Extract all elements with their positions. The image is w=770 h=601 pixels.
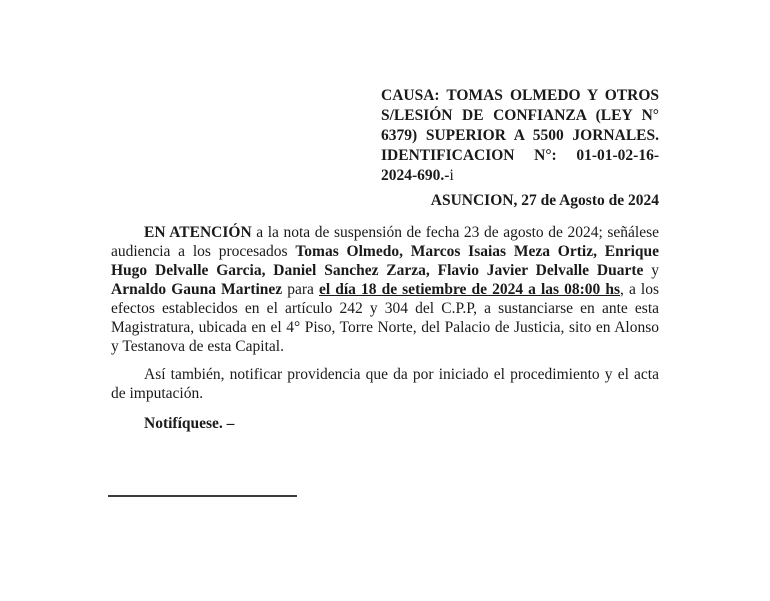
signature-line [108, 495, 297, 497]
conjunction-y: y [643, 262, 659, 279]
text-efectos: , a los efectos establecidos en el artículo 242 y 304 del C.P.P, a sustanciarse en ante esta Magistratura, ubicada en el 4° Piso, Torre Norte, del Palacio de Justicia, sito en Alonso y Testanova de esta Capital. [111, 281, 660, 355]
case-caption-text: CAUSA: TOMAS OLMEDO Y OTROS S/LESIÓN DE CONFIANZA (LEY N° 6379) SUPERIOR A 5500 JORNALES. IDENTIFICACION N°: 01-01-02-16-2024-690.- [381, 87, 659, 184]
case-caption-suffix: i [449, 167, 454, 184]
closing-notifiquese: Notifíquese. – [144, 415, 235, 432]
defendant-names: Tomas Olmedo, Marcos Isaias Meza Ortiz, Enrique Hugo Delvalle Garcia, Daniel Sanchez Zarza, Flavio Javier Delvalle Duarte [111, 243, 659, 279]
en-atencion-label: EN ATENCIÓN [144, 224, 252, 241]
case-caption [381, 86, 659, 186]
paragraph-providencia: Así también, notificar providencia que da por iniciado el procedimiento y el acta de imputación. [111, 366, 659, 402]
text-para: para [282, 281, 319, 298]
document-content [111, 86, 659, 433]
hearing-datetime-underlined: el día 18 de setiembre de 2024 a las 08:00 hs [319, 281, 621, 298]
text-nota-suspension: a la nota de suspensión de fecha 23 de agosto de 2024; señálese audiencia a los procesados [111, 224, 659, 260]
dateline: ASUNCION, 27 de Agosto de 2024 [430, 192, 659, 209]
paragraph-atencion [111, 223, 659, 356]
defendant-arnaldo-gauna: Arnaldo Gauna Martinez [111, 281, 283, 298]
